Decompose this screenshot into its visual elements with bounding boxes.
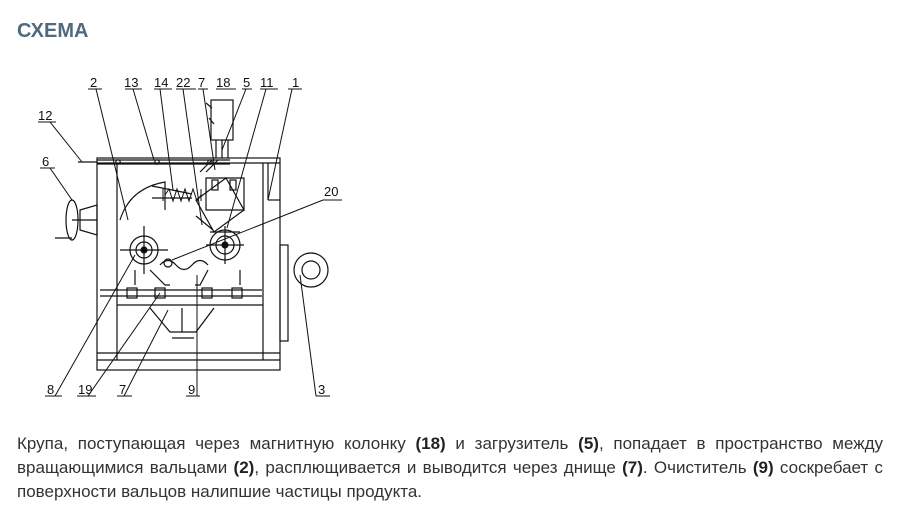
ref-9: (9) <box>752 458 774 477</box>
machine-schematic <box>0 60 917 410</box>
handwheel <box>55 200 97 240</box>
spring <box>163 189 201 201</box>
callout-6: 6 <box>42 154 50 169</box>
callout-5: 5 <box>243 75 251 90</box>
ref-7: (7) <box>622 458 643 477</box>
caption-text-5: . Очиститель <box>642 458 753 477</box>
callout-12: 12 <box>38 108 53 123</box>
caption-text-1: Крупа, поступающая через магнитную колонку <box>17 434 416 453</box>
left-roller <box>120 226 168 274</box>
callout-3: 3 <box>318 382 326 397</box>
callout-22: 22 <box>176 75 191 90</box>
top-rod <box>78 160 230 164</box>
caption-text-3: , попадает в пространство между вращающимися вальцами <box>17 434 883 477</box>
motor-pulley <box>280 245 328 341</box>
right-roller <box>206 226 244 264</box>
feeder <box>200 160 244 210</box>
callout-11: 11 <box>260 75 274 90</box>
callout-14: 14 <box>154 75 169 90</box>
caption-text-2: и загрузитель <box>445 434 579 453</box>
callout-8: 8 <box>47 382 55 397</box>
callout-7-top: 7 <box>198 75 206 90</box>
ref-18: (18) <box>415 434 446 453</box>
leader-lines <box>38 89 342 396</box>
callout-13: 13 <box>124 75 139 90</box>
callout-18: 18 <box>216 75 231 90</box>
bottom-chute <box>150 308 214 338</box>
callout-2: 2 <box>90 75 98 90</box>
callout-7-bottom: 7 <box>119 382 127 397</box>
caption-text-4: , расплющивается и выводится через днище <box>254 458 623 477</box>
callout-20: 20 <box>324 184 339 199</box>
description-paragraph <box>17 432 883 504</box>
callout-19: 19 <box>78 382 93 397</box>
callout-9: 9 <box>188 382 196 397</box>
lever <box>196 178 244 232</box>
caption-text-6: соскребает с поверхности вальцов налипшие частицы продукта. <box>17 458 884 501</box>
magnetic-column <box>206 100 233 158</box>
ref-5: (5) <box>578 434 599 453</box>
ref-2: (2) <box>233 458 255 477</box>
callout-1: 1 <box>292 75 300 90</box>
lower-shaft <box>100 288 263 305</box>
section-heading: СХЕМА <box>17 20 89 42</box>
